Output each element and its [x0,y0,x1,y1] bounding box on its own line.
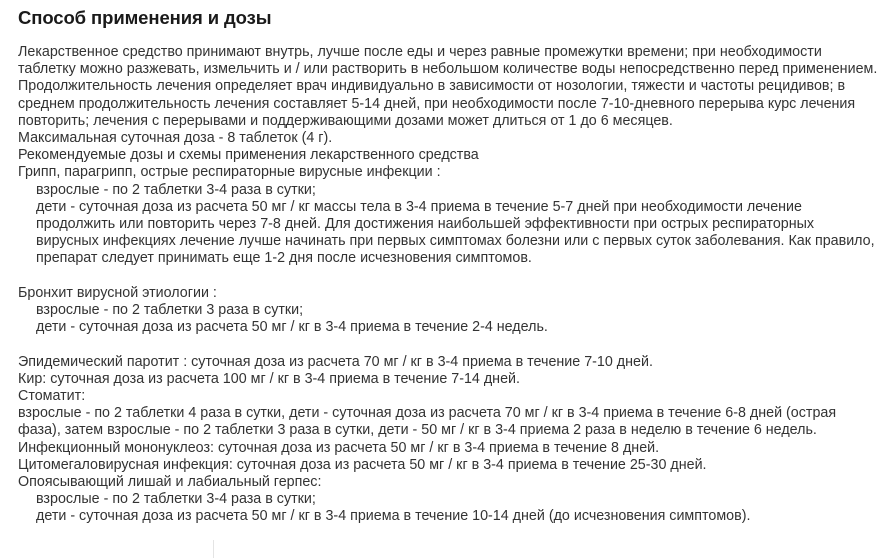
herpes-adults-line: взрослые - по 2 таблетки 3-4 раза в сутки; [36,491,316,508]
document-section [18,6,880,526]
mononucleosis-line: Инфекционный мононуклеоз: суточная доза из расчета 50 мг / кг в 3-4 приема в течение 8 дней. [18,439,660,456]
section-body [18,44,880,526]
mumps-line: Эпидемический паротит : суточная доза из расчета 70 мг / кг в 3-4 приема в течение 7-10 дней. [18,353,653,370]
cmv-line: Цитомегаловирусная инфекция: суточная доза из расчета 50 мг / кг в 3-4 приема в течение 25-30 дней. [18,456,707,473]
bronchitis-children-line: дети - суточная доза из расчета 50 мг / кг в 3-4 приема в течение 2-4 недель. [36,319,548,336]
stomatitis-paragraph: взрослые - по 2 таблетки 4 раза в сутки, дети - суточная доза из расчета 70 мг / кг в 3-4 приема в течение 6-8 дней (острая фаза), затем взрослые - по 2 таблетки 3 раза в сутки, дети - 50 мг / кг в 3-4 приема 2 раза в неделю в течение 6 недель. [18,405,837,439]
spacer [18,336,880,353]
column-divider [213,540,214,558]
spacer [18,268,880,285]
stomatitis-heading: Стоматит: [18,388,86,405]
herpes-heading: Опоясывающий лишай и лабиальный герпес: [18,474,322,491]
bronchitis-adults-line: взрослые - по 2 таблетки 3 раза в сутки; [36,302,304,319]
measles-line: Кир: суточная доза из расчета 100 мг / кг в 3-4 приема в течение 7-14 дней. [18,370,520,387]
flu-heading: Грипп, парагрипп, острые респираторные вирусные инфекции : [18,164,441,181]
section-title: Способ применения и дозы [18,7,272,28]
flu-children-paragraph: дети - суточная доза из расчета 50 мг / кг массы тела в 3-4 приема в течение 5-7 дней при необходимости лечение продолжить или повторить через 7-8 дней. Для достижения наибольшей эффективности при острых респираторных вирусных инфекциях лечение лучше начинать при первых симптомах болезни или с первых суток заболевания. Как правило, препарат следует принимать еще 1-2 дня после исчезновения симптомов. [36,198,875,267]
bronchitis-heading: Бронхит вирусной этиологии : [18,284,217,301]
max-dose-line: Максимальная суточная доза - 8 таблеток (4 г). [18,130,333,147]
recommended-line: Рекомендуемые дозы и схемы применения лекарственного средства [18,147,479,164]
intro-paragraph: Лекарственное средство принимают внутрь, лучше после еды и через равные промежутки времени; при необходимости таблетку можно разжевать, измельчить и / или растворить в небольшом количестве воды непосредственно перед применением. Продолжительность лечения определяет врач индивидуально в зависимости от нозологии, тяжести и частоты рецидивов; в среднем продолжительность лечения составляет 5-14 дней, при необходимости после 7-10-дневного перерыва курс лечения повторить; лечения с перерывами и поддерживающими дозами может длиться от 1 до 6 месяцев. [18,44,878,129]
herpes-children-line: дети - суточная доза из расчета 50 мг / кг в 3-4 приема в течение 10-14 дней (до исчезновения симптомов). [36,508,751,525]
flu-adults-line: взрослые - по 2 таблетки 3-4 раза в сутки; [36,181,316,198]
